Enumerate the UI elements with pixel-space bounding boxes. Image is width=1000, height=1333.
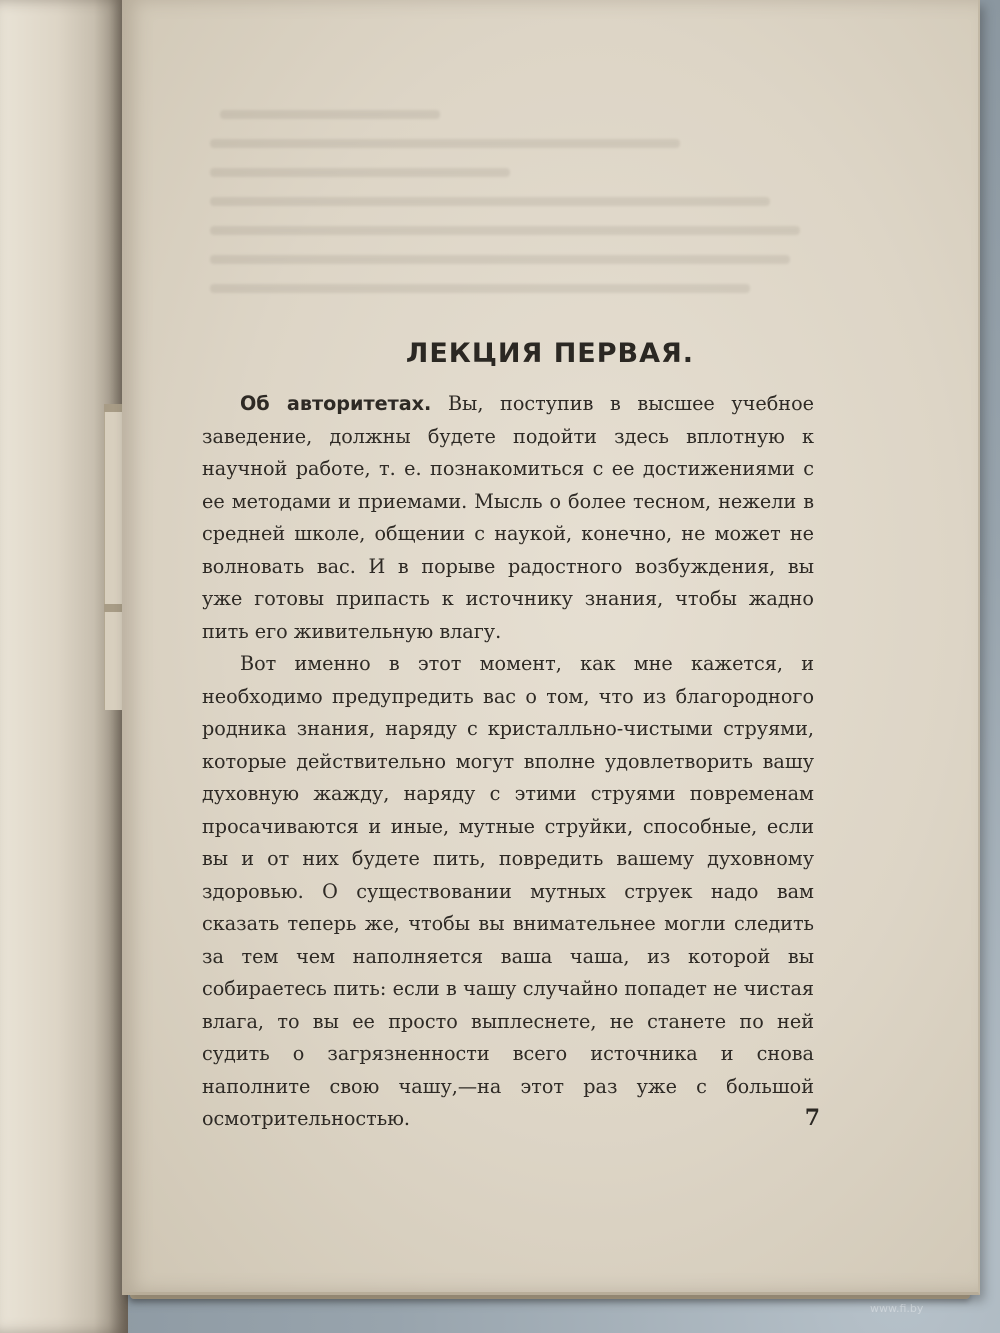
- show-through-line: [210, 168, 510, 177]
- body-text: [202, 388, 814, 1136]
- paragraph-1: [202, 388, 814, 648]
- show-through-text: [210, 110, 810, 350]
- show-through-line: [210, 284, 750, 293]
- page-number: 7: [804, 1105, 820, 1131]
- show-through-line: [220, 110, 440, 119]
- paragraph-lead: Об авторитетах.: [240, 392, 432, 415]
- show-through-line: [210, 197, 770, 206]
- lecture-title: ЛЕКЦИЯ ПЕРВАЯ.: [405, 338, 695, 369]
- show-through-line: [210, 255, 790, 264]
- show-through-line: [210, 226, 800, 235]
- paragraph-1-text: Вы, поступив в высшее учебное заведение, должны будете подойти здесь вплотную к научной работе, т. е. познакомиться с ее достижениями с ее методами и приемами. Мысль о более тесном, нежели в средней школе, общении с наукой, конечно, не может не волновать вас. И в порыве радостного возбуждения, вы уже готовы припасть к источнику знания, чтобы жадно пить его живительную влагу.: [202, 392, 814, 643]
- paragraph-2: Вот именно в этот момент, как мне кажется, и необходимо предупредить вас о том, что из благородного родника знания, наряду с кристалльно-чистыми струями, которые действительно могут вполне удовлетворить вашу духовную жажду, наряду с этими струями повременам просачиваются и иные, мутные струйки, способные, если вы и от них будете пить, повредить вашему духовному здоровью. О существовании мутных струек надо вам сказать теперь же, чтобы вы внимательнее могли следить за тем чем наполняется ваша чаша, из которой вы собираетесь пить: если в чашу случайно попадет не чистая влага, то вы ее просто выплеснете, не станете по ней судить о загрязненности всего источника и снова наполните свою чашу,—на этот раз уже с большой осмотрительностью.: [202, 652, 814, 1130]
- show-through-line: [210, 139, 680, 148]
- watermark: www.fi.by: [870, 1302, 924, 1315]
